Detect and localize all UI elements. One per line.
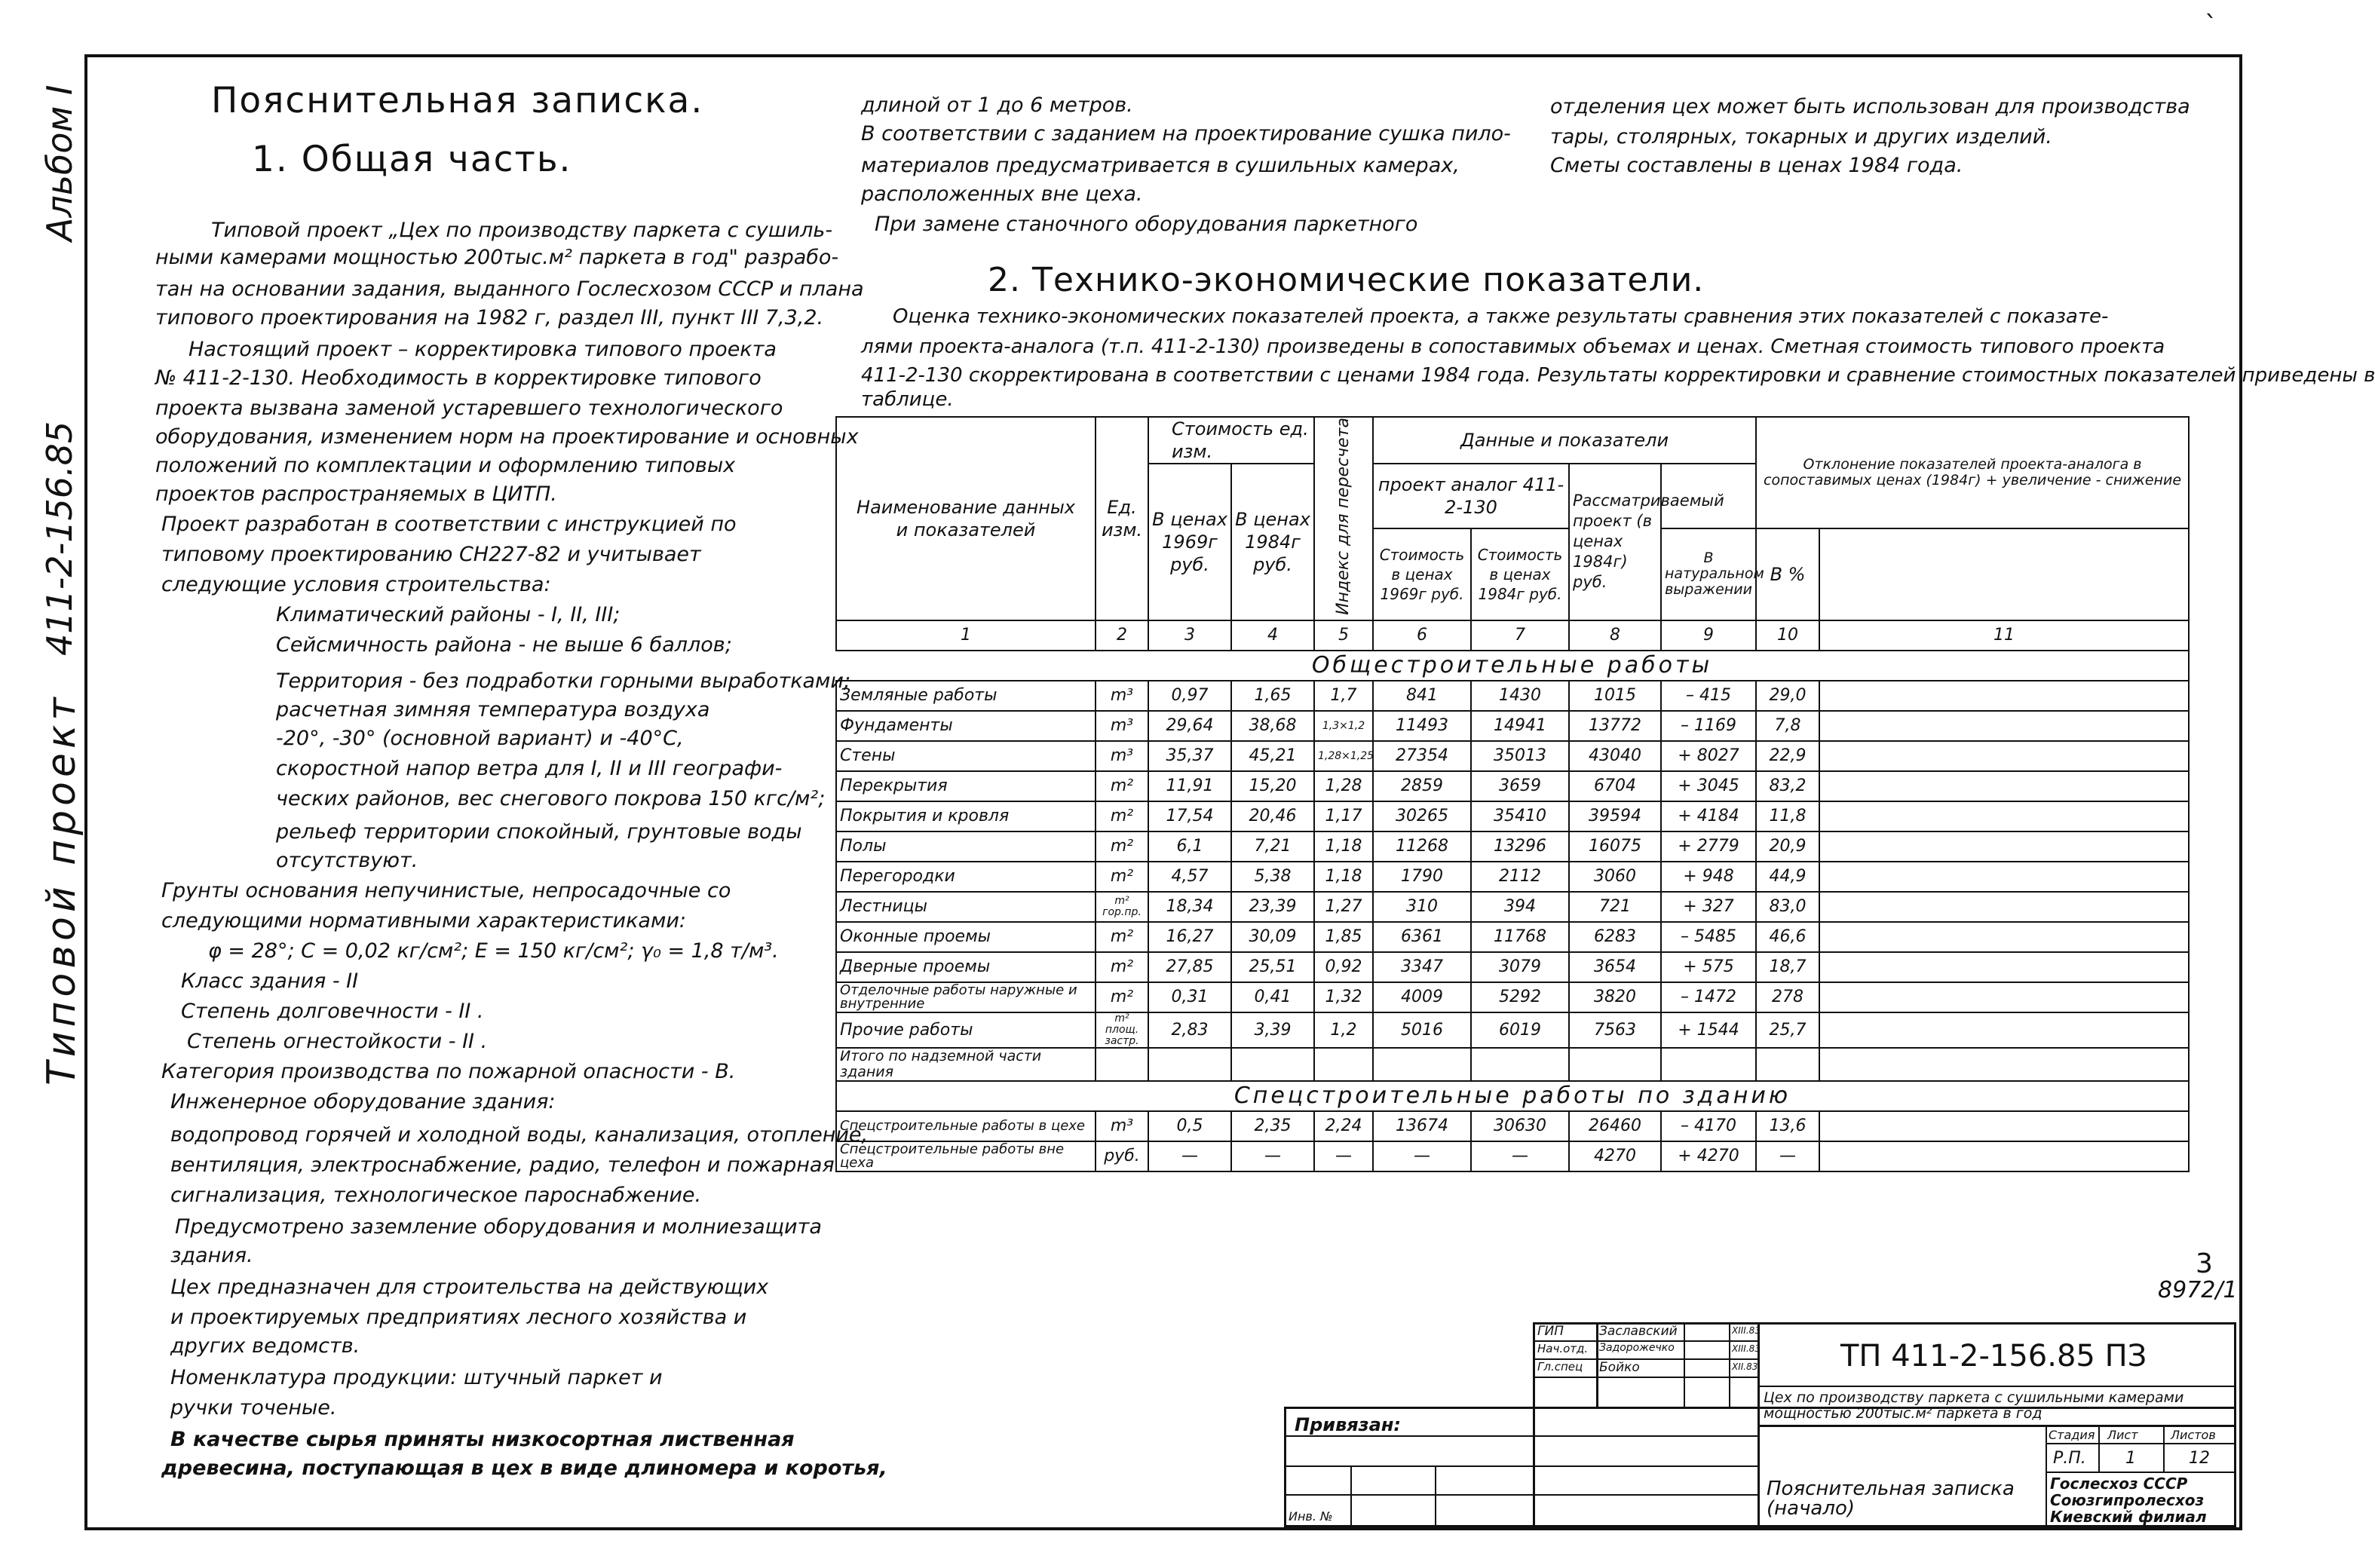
cell-idx: 1,85 — [1314, 922, 1373, 952]
cell-name: Спецстроительные работы вне цеха — [836, 1141, 1096, 1171]
cell-c69: 35,37 — [1148, 741, 1231, 771]
cell-c69: 0,5 — [1148, 1111, 1231, 1141]
role-dept-head: Нач.отд. — [1537, 1342, 1589, 1355]
role-chief-spec: Гл.спец — [1537, 1360, 1583, 1374]
cell-c84: 38,68 — [1231, 711, 1314, 741]
cell-dev: + 4270 — [1661, 1141, 1756, 1171]
cell-a84: 5292 — [1471, 982, 1569, 1012]
cell-a69: 4009 — [1373, 982, 1471, 1012]
cell-name: Стены — [836, 741, 1096, 771]
cell-idx: 1,18 — [1314, 862, 1373, 892]
sheets-label: Листов — [2171, 1428, 2216, 1442]
cell-a84: 14941 — [1471, 711, 1569, 741]
cell-name: Фундаменты — [836, 711, 1096, 741]
table-row — [836, 681, 2189, 711]
cell-pct: 18,7 — [1756, 952, 1819, 982]
cell-idx: 0,92 — [1314, 952, 1373, 982]
margin-project-code: 411-2-156.85 — [39, 421, 80, 656]
cell-proj: 6283 — [1569, 922, 1661, 952]
sheet-code: 8972/1 — [2158, 1277, 2238, 1303]
header-index: Индекс для пересчета — [1314, 417, 1373, 620]
cell-c69: 16,27 — [1148, 922, 1231, 952]
sheet-value: 1 — [2125, 1449, 2136, 1468]
bound-label: Привязан: — [1295, 1414, 1401, 1435]
table-row — [836, 1012, 2189, 1048]
cell-idx: 1,3×1,2 — [1314, 711, 1373, 741]
organization-3: Киевский филиал — [2050, 1508, 2207, 1526]
header-cost-1969: В ценах 1969г руб. — [1148, 464, 1231, 620]
cell-idx: 1,7 — [1314, 681, 1373, 711]
cell-a69: 6361 — [1373, 922, 1471, 952]
cell-idx: 2,24 — [1314, 1111, 1373, 1141]
corner-mark: ˋ — [2205, 11, 2217, 41]
cell-note — [1819, 1012, 2189, 1048]
album-label: Альбом I — [39, 84, 80, 241]
cell-name: Спецстроительные работы в цехе — [836, 1111, 1096, 1141]
cell-name: Лестницы — [836, 892, 1096, 922]
cell-a69: 13674 — [1373, 1111, 1471, 1141]
cell-dev: + 8027 — [1661, 741, 1756, 771]
header-percent: В % — [1756, 528, 1819, 620]
cell-unit: m² — [1096, 771, 1148, 801]
cell-c69: 11,91 — [1148, 771, 1231, 801]
table-row — [836, 1111, 2189, 1141]
cell-unit: m² — [1096, 982, 1148, 1012]
cell-pct: 44,9 — [1756, 862, 1819, 892]
cell-note — [1819, 771, 2189, 801]
name-dept-head: Задорожечко — [1599, 1342, 1675, 1354]
date-gip: XIII.83 — [1732, 1325, 1761, 1336]
cell-pct: 7,8 — [1756, 711, 1819, 741]
cell-a69: 310 — [1373, 892, 1471, 922]
cell-c84: 25,51 — [1231, 952, 1314, 982]
cell-idx: 1,17 — [1314, 801, 1373, 831]
cell-pct: — — [1756, 1141, 1819, 1171]
header-data: Данные и показатели — [1373, 417, 1756, 464]
cell-idx: 1,28 — [1314, 771, 1373, 801]
cell-name: Прочие работы — [836, 1012, 1096, 1048]
cell-c84: 5,38 — [1231, 862, 1314, 892]
cell-a84: 6019 — [1471, 1012, 1569, 1048]
organization-1: Гослесхоз СССР — [2050, 1475, 2188, 1493]
cell-c69: 17,54 — [1148, 801, 1231, 831]
cell-unit: m² — [1096, 862, 1148, 892]
header-analog-1969: Стоимость в ценах 1969г руб. — [1373, 528, 1471, 620]
cell-note — [1819, 862, 2189, 892]
cell-proj: 1015 — [1569, 681, 1661, 711]
cell-a84: 394 — [1471, 892, 1569, 922]
date-dept-head: XIII.83 — [1732, 1343, 1761, 1354]
cell-note — [1819, 741, 2189, 771]
header-unit: Ед. изм. — [1096, 417, 1148, 620]
cell-pct: 11,8 — [1756, 801, 1819, 831]
cell-idx: 1,27 — [1314, 892, 1373, 922]
cell-c84: 0,41 — [1231, 982, 1314, 1012]
cell-proj: 6704 — [1569, 771, 1661, 801]
cell-a69: 1790 — [1373, 862, 1471, 892]
cell-proj: 3820 — [1569, 982, 1661, 1012]
page-number: 3 — [2196, 1248, 2213, 1279]
general-rows — [836, 681, 2189, 1048]
cell-note — [1819, 922, 2189, 952]
table-row — [836, 711, 2189, 741]
cell-note — [1819, 1111, 2189, 1141]
section-1-title: 1. Общая часть. — [252, 139, 572, 180]
cell-a69: 27354 — [1373, 741, 1471, 771]
cell-dev: – 5485 — [1661, 922, 1756, 952]
cell-c69: 6,1 — [1148, 831, 1231, 862]
cell-pct: 83,2 — [1756, 771, 1819, 801]
cell-c84: 30,09 — [1231, 922, 1314, 952]
page-title: Пояснительная записка. — [211, 80, 704, 121]
table-row — [836, 982, 2189, 1012]
cell-c84: 45,21 — [1231, 741, 1314, 771]
cell-a84: 3079 — [1471, 952, 1569, 982]
cell-dev: + 3045 — [1661, 771, 1756, 801]
drawing-sheet: ˋ Альбом I 411-2-156.85 Типовой проект Пояснительная записка. 1. Общая часть. Типовой проект „Цех по производству паркета с сушиль- ными камерами мощностью 200тыс.м² паркета в год" разрабо- тан на основании задания, выданного Гослесхозом СССР и плана типового проектирования на 1982 г, раздел III, пункт III 7,3,2. Настоящий проект – корректировка типового проекта № 411-2-130. Необходимость в корректировке типового проекта вызвана заменой устаревшего технологического оборудования, изменением норм на проектирование и основных положений по комплектации и оформлению типовых проектов распространяемых в ЦИТП. Проект разработан в соответствии с инструкцией по типовому проектированию СН227-82 и учитывает следующие условия строительства: Климатический районы - I, II, III; Сейсмичность района - не выше 6 баллов; Территория - без подработки горными выработками; расчетная зимняя температура воздуха -20°, -30° (основной вариант) и -40°С, скоростной напор ветра для I, II и III географи- ческих районов, вес снегового покрова 150 кгс/м²; рельеф территории спокойный, грунтовые воды отсутствуют. Грунты основания непучинистые, непросадочные со следующими нормативными характеристиками: φ = 28°; C = 0,02 кг/см²; E = 150 кг/см²; γ₀ = 1,8 т/м³. Класс здания - II Степень долговечности - II . Степень огнестойкости - II . Категория производства по пожарной опасности - В. Инженерное оборудование здания: водопровод горячей и холодной воды, канализация, отопление, вентиляция, электроснабжение, радио, телефон и пожарная сигнализация, технологическое пароснабжение. Предусмотрено заземление оборудования и молниезащита здания. Цех предназначен для строительства на действующих и проектируемых предприятиях лесного хозяйства и других ведомств. Номенклатура продукции: штучный паркет и ручки точеные. В качестве сырья приняты низкосортная лиственная древесина, поступающая в цех в виде длиномера и коротья, длиной от 1 до 6 метров. В соответствии с заданием на проектирование сушка пило- материалов предусматривается в сушильных камерах, расположенных вне цеха. При замене станочного оборудования паркетного отделения цех может быть использован для производства тары, столярных, токарных и других изделий. Сметы составлены в ценах 1984 года. 2. Технико-экономические показатели. Оценка технико-экономических показателей проекта, а также результаты сравнения этих показателей с показате- лями проекта-аналога (т.п. 411-2-130) произведены в сопоставимых объемах и ценах. Сметная стоимость типового проекта 411-2-130 скорректирована в соответствии с ценами 1984 года. Результаты корректировки и сравнение стоимостных показателей приведены в таблице. Наименование данных и показателей Ед. изм. Стоимость ед. изм. Индекс для пересчета Данные и показатели Отклонение показателей проекта-аналога в сопоставимых ценах (1984г) + увеличение - снижение В ценах 1969г руб. В ценах 1984г руб. проект аналог 411-2-130 Рассматриваемый проект (в ценах 1984г) руб. Стоимость в ценах 1969г руб. Стоимость в ценах 1984г руб. В натуральном выражении В % 1 2 3 4 5 6 7 8 9 10 11 Общестроительные работы Земляные работы m³ 0,97 1,65 1,7 841 1430 1015 – 415 29,0 Фундаменты m³ 29,64 38,68 1,3×1,2 11493 14941 13772 – 1169 7,8 Стены m³ 35,37 45,21 1,28×1,25 27354 35013 43040 + 8027 22,9 Перекрытия m² 11,91 15,20 1,28 2859 3659 6704 + 3045 83,2 Покрытия и кровля m² 17,54 20,46 1,17 30265 35410 39594 + 4184 11,8 Полы m² 6,1 7,21 1,18 11268 13296 16075 + 2779 20,9 Перегородки m² 4,57 5,38 1,18 1790 2112 3060 + 948 44,9 Лестницы m² гор.пр. 18,34 23,39 1,27 310 394 721 + 327 83,0 Оконные проемы m² 16,27 30,09 1,85 6361 11768 6283 – 5485 46,6 Дверные проемы m² 27,85 25,51 0,92 3347 3079 3654 + 575 18,7 Отделочные работы наружные и внутренние m² 0,31 0,41 1,32 4009 5292 3820 – 1472 278 Прочие работы m² площ. застр. 2,83 3,39 1,2 5016 6019 7563 + 1544 25,7 Итого по надземной части здания Спецстроительные работы по зданию Спецстроительные работы в цехе m³ 0,5 2,35 2,24 13674 30630 26460 – 4170 13,6 Спецстроительные работы вне цеха руб. — — — — — 4270 + 4270 — 3 8972/1 ГИП Нач.отд. Гл.спец Заславский Задорожечко Бойко XIII.83 XIII.83 XII.83 ТП 411-2-156.85 ПЗ Цех по производству паркета с сушильными камерами мощностью 200тыс.м² паркета в год Привязан: Инв. № Пояснительная записка (начало) Стадия Лист Листов Р.П. 1 12 Гослесхоз СССР Союзгипролесхоз Киевский филиал — [0, 0, 2262, 1568]
section-special-works: Спецстроительные работы по зданию — [836, 1081, 2189, 1111]
cell-proj: 43040 — [1569, 741, 1661, 771]
cell-unit: m² — [1096, 831, 1148, 862]
cell-c84: 7,21 — [1231, 831, 1314, 862]
cell-dev: + 575 — [1661, 952, 1756, 982]
cell-pct: 278 — [1756, 982, 1819, 1012]
cell-proj: 39594 — [1569, 801, 1661, 831]
cell-a69: 3347 — [1373, 952, 1471, 982]
cell-c84: 1,65 — [1231, 681, 1314, 711]
cell-pct: 22,9 — [1756, 741, 1819, 771]
cell-a69: 30265 — [1373, 801, 1471, 831]
cell-proj: 4270 — [1569, 1141, 1661, 1171]
cell-dev: – 1169 — [1661, 711, 1756, 741]
cell-dev: + 948 — [1661, 862, 1756, 892]
cell-unit: m³ — [1096, 1111, 1148, 1141]
cell-c69: 4,57 — [1148, 862, 1231, 892]
cell-name: Перекрытия — [836, 771, 1096, 801]
cell-dev: – 4170 — [1661, 1111, 1756, 1141]
cell-unit: m² — [1096, 801, 1148, 831]
cell-pct: 83,0 — [1756, 892, 1819, 922]
header-name: Наименование данных и показателей — [836, 417, 1096, 620]
cell-pct: 46,6 — [1756, 922, 1819, 952]
cell-note — [1819, 681, 2189, 711]
cell-idx: — — [1314, 1141, 1373, 1171]
cell-pct: 29,0 — [1756, 681, 1819, 711]
cell-name: Земляные работы — [836, 681, 1096, 711]
cell-unit: m² гор.пр. — [1096, 892, 1148, 922]
cell-c69: 0,31 — [1148, 982, 1231, 1012]
organization-2: Союзгипролесхоз — [2050, 1491, 2205, 1509]
table-row — [836, 1141, 2189, 1171]
cell-a84: 11768 — [1471, 922, 1569, 952]
table-row — [836, 741, 2189, 771]
section-general-works: Общестроительные работы — [836, 651, 2189, 681]
cell-unit: m³ — [1096, 711, 1148, 741]
sheet-label: Лист — [2107, 1428, 2138, 1442]
table-row — [836, 922, 2189, 952]
cell-a84: 1430 — [1471, 681, 1569, 711]
cell-note — [1819, 801, 2189, 831]
cell-a84: 2112 — [1471, 862, 1569, 892]
cell-dev: + 4184 — [1661, 801, 1756, 831]
cell-note — [1819, 952, 2189, 982]
cell-name: Полы — [836, 831, 1096, 862]
cell-unit: m³ — [1096, 681, 1148, 711]
cell-c84: 3,39 — [1231, 1012, 1314, 1048]
cell-proj: 721 — [1569, 892, 1661, 922]
cell-a84: 35013 — [1471, 741, 1569, 771]
cell-c69: 0,97 — [1148, 681, 1231, 711]
table-row — [836, 831, 2189, 862]
cell-proj: 7563 — [1569, 1012, 1661, 1048]
cell-a69: — — [1373, 1141, 1471, 1171]
cell-pct: 20,9 — [1756, 831, 1819, 862]
cell-note — [1819, 892, 2189, 922]
header-considered: Рассматриваемый проект (в ценах 1984г) руб. — [1569, 464, 1661, 620]
cell-note — [1819, 711, 2189, 741]
cell-c84: — — [1231, 1141, 1314, 1171]
cell-name: Дверные проемы — [836, 952, 1096, 982]
cell-c84: 15,20 — [1231, 771, 1314, 801]
cell-proj: 16075 — [1569, 831, 1661, 862]
cell-idx: 1,2 — [1314, 1012, 1373, 1048]
cell-unit: m³ — [1096, 741, 1148, 771]
cell-dev: – 415 — [1661, 681, 1756, 711]
cell-unit: m² площ. застр. — [1096, 1012, 1148, 1048]
cell-note — [1819, 982, 2189, 1012]
stage-value: Р.П. — [2053, 1449, 2086, 1468]
cell-pct: 13,6 — [1756, 1111, 1819, 1141]
cell-a84: 30630 — [1471, 1111, 1569, 1141]
cell-name: Покрытия и кровля — [836, 801, 1096, 831]
inventory-label: Инв. № — [1289, 1509, 1333, 1524]
cell-name: Оконные проемы — [836, 922, 1096, 952]
column-numbers-row: 1 2 3 4 5 6 7 8 9 10 11 — [836, 620, 2189, 651]
total-row-label: Итого по надземной части здания — [836, 1048, 1096, 1081]
role-gip: ГИП — [1537, 1324, 1564, 1339]
special-rows — [836, 1111, 2189, 1171]
header-deviation: Отклонение показателей проекта-аналога в сопоставимых ценах (1984г) + увеличение - снижение — [1756, 417, 2189, 528]
table-row — [836, 862, 2189, 892]
cell-unit: руб. — [1096, 1141, 1148, 1171]
cell-name: Перегородки — [836, 862, 1096, 892]
cell-a69: 11268 — [1373, 831, 1471, 862]
header-cost: Стоимость ед. изм. — [1148, 417, 1314, 464]
date-chief-spec: XII.83 — [1732, 1361, 1758, 1372]
cell-c69: 18,34 — [1148, 892, 1231, 922]
cell-c84: 2,35 — [1231, 1111, 1314, 1141]
cell-name: Отделочные работы наружные и внутренние — [836, 982, 1096, 1012]
header-analog: проект аналог 411-2-130 — [1373, 464, 1569, 528]
stage-label: Стадия — [2049, 1428, 2095, 1442]
document-title: Цех по производству паркета с сушильными камерами мощностью 200тыс.м² паркета в год — [1764, 1389, 2184, 1422]
table-row — [836, 952, 2189, 982]
cell-unit: m² — [1096, 952, 1148, 982]
cell-c84: 23,39 — [1231, 892, 1314, 922]
cell-proj: 3060 — [1569, 862, 1661, 892]
cell-dev: + 2779 — [1661, 831, 1756, 862]
cell-a69: 11493 — [1373, 711, 1471, 741]
cell-pct: 25,7 — [1756, 1012, 1819, 1048]
table-row — [836, 892, 2189, 922]
cell-unit: m² — [1096, 922, 1148, 952]
sheet-content-title: Пояснительная записка (начало) — [1767, 1478, 2015, 1520]
cell-a84: 13296 — [1471, 831, 1569, 862]
section-2-title: 2. Технико-экономические показатели. — [988, 261, 1705, 299]
table-row — [836, 801, 2189, 831]
header-analog-1984: Стоимость в ценах 1984г руб. — [1471, 528, 1569, 620]
margin-project-label: Типовой проект — [39, 693, 84, 1086]
cell-a84: 35410 — [1471, 801, 1569, 831]
cell-a69: 5016 — [1373, 1012, 1471, 1048]
cell-c84: 20,46 — [1231, 801, 1314, 831]
name-gip: Заславский — [1599, 1324, 1678, 1339]
header-natural: В натуральном выражении — [1661, 528, 1756, 620]
cell-idx: 1,28×1,25 — [1314, 741, 1373, 771]
indicators-table — [835, 416, 2188, 1172]
cell-a84: 3659 — [1471, 771, 1569, 801]
cell-a84: — — [1471, 1141, 1569, 1171]
cell-idx: 1,18 — [1314, 831, 1373, 862]
cell-note — [1819, 831, 2189, 862]
cell-c69: — — [1148, 1141, 1231, 1171]
sheets-value: 12 — [2189, 1449, 2210, 1468]
cell-idx: 1,32 — [1314, 982, 1373, 1012]
cell-c69: 2,83 — [1148, 1012, 1231, 1048]
cell-a69: 841 — [1373, 681, 1471, 711]
cell-proj: 3654 — [1569, 952, 1661, 982]
table-row — [836, 771, 2189, 801]
document-code: ТП 411-2-156.85 ПЗ — [1840, 1339, 2147, 1374]
name-chief-spec: Бойко — [1599, 1360, 1640, 1375]
cell-a69: 2859 — [1373, 771, 1471, 801]
title-block — [1284, 1322, 2236, 1527]
header-cost-1984: В ценах 1984г руб. — [1231, 464, 1314, 620]
cell-note — [1819, 1141, 2189, 1171]
cell-dev: + 327 — [1661, 892, 1756, 922]
cell-c69: 27,85 — [1148, 952, 1231, 982]
cell-dev: + 1544 — [1661, 1012, 1756, 1048]
cell-proj: 26460 — [1569, 1111, 1661, 1141]
cell-c69: 29,64 — [1148, 711, 1231, 741]
cell-proj: 13772 — [1569, 711, 1661, 741]
cell-dev: – 1472 — [1661, 982, 1756, 1012]
